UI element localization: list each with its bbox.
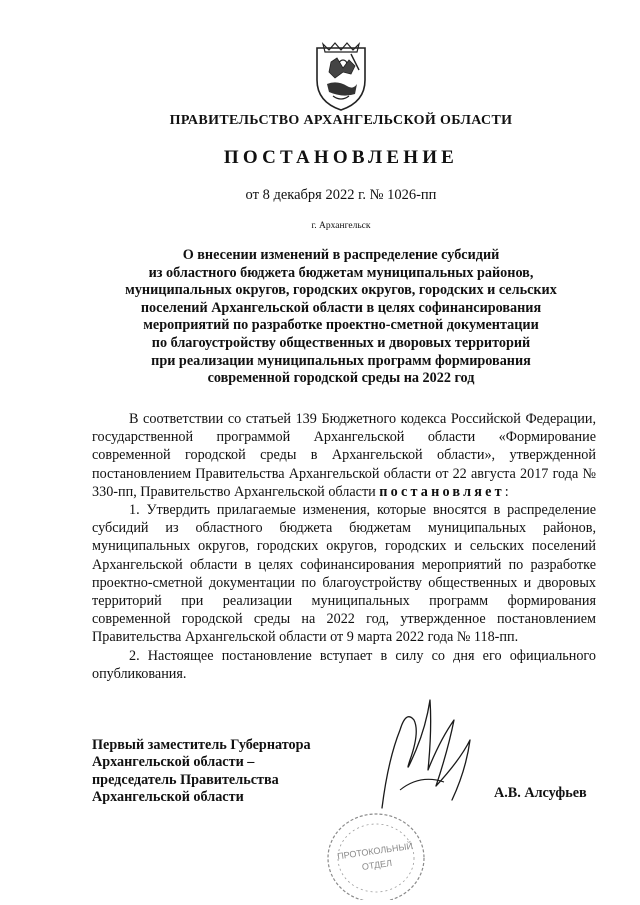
- preamble-paragraph: [92, 410, 596, 501]
- position-line: Первый заместитель Губернатора: [92, 737, 311, 753]
- official-stamp: [318, 800, 438, 900]
- subject-line: при реализации муниципальных программ формирования: [151, 352, 531, 369]
- arkhangelsk-coat-of-arms-icon: [313, 40, 369, 112]
- item-2-paragraph: 2. Настоящее постановление вступает в силу со дня его официального опубликования.: [92, 647, 596, 682]
- document-body: [92, 410, 596, 683]
- stamp-text-line-2: ОТДЕЛ: [361, 857, 393, 872]
- subject-line: из областного бюджета бюджетам муниципальных районов,: [148, 264, 534, 281]
- signatory-position: [92, 737, 352, 807]
- document-subject: [100, 247, 582, 388]
- document-city: г. Архангельск: [311, 221, 371, 231]
- signatory-name: А.В. Алсуфьев: [494, 785, 587, 801]
- subject-line: поселений Архангельской области в целях софинансирования: [140, 299, 542, 316]
- subject-line: мероприятий по разработке проектно-сметной документации: [143, 317, 539, 334]
- document-date-number: от 8 декабря 2022 г. № 1026-пп: [245, 187, 437, 203]
- subject-line: О внесении изменений в распределение субсидий: [182, 247, 500, 263]
- stamp-text-line-1: ПРОТОКОЛЬНЫЙ: [336, 840, 414, 862]
- subject-line: по благоустройству общественных и дворовых территорий: [151, 334, 531, 351]
- resolves-word: постановляет: [379, 483, 505, 500]
- item-1-paragraph: 1. Утвердить прилагаемые изменения, которые вносятся в распределение субсидий из областного бюджета бюджетам муниципальных районов, муниципальных округов, городских округов, городских и сельских поселений Архангельской области в целях софинансирования мероприятий по разработке проектно-сметной документации по благоустройству общественных и дворовых территорий при реализации муниципальных программ формирования современной городской среды на 2022 год, утвержденное постановлением Правительства Архангельской области от 9 марта 2022 года № 118-пп.: [92, 502, 596, 646]
- position-line: Архангельской области –: [92, 754, 255, 771]
- position-line: Архангельской области: [92, 789, 244, 806]
- document-type: ПОСТАНОВЛЕНИЕ: [223, 147, 459, 168]
- subject-line: современной городской среды на 2022 год: [207, 370, 475, 387]
- subject-line: муниципальных округов, городских округов, городских и сельских: [125, 282, 557, 299]
- position-line: председатель Правительства: [92, 771, 279, 788]
- government-title: ПРАВИТЕЛЬСТВО АРХАНГЕЛЬСКОЙ ОБЛАСТИ: [169, 113, 513, 128]
- resolves-colon: :: [504, 483, 509, 500]
- preamble-text: В соответствии со статьей 139 Бюджетного кодекса Российской Федерации, государственной программой Архангельской области «Формирование современной городской среды в Архангельской области», утвержденной постановлением Правительства Архангельской области от 22 августа 2017 года № 330-пп, Правительство Архангельской области: [92, 411, 596, 500]
